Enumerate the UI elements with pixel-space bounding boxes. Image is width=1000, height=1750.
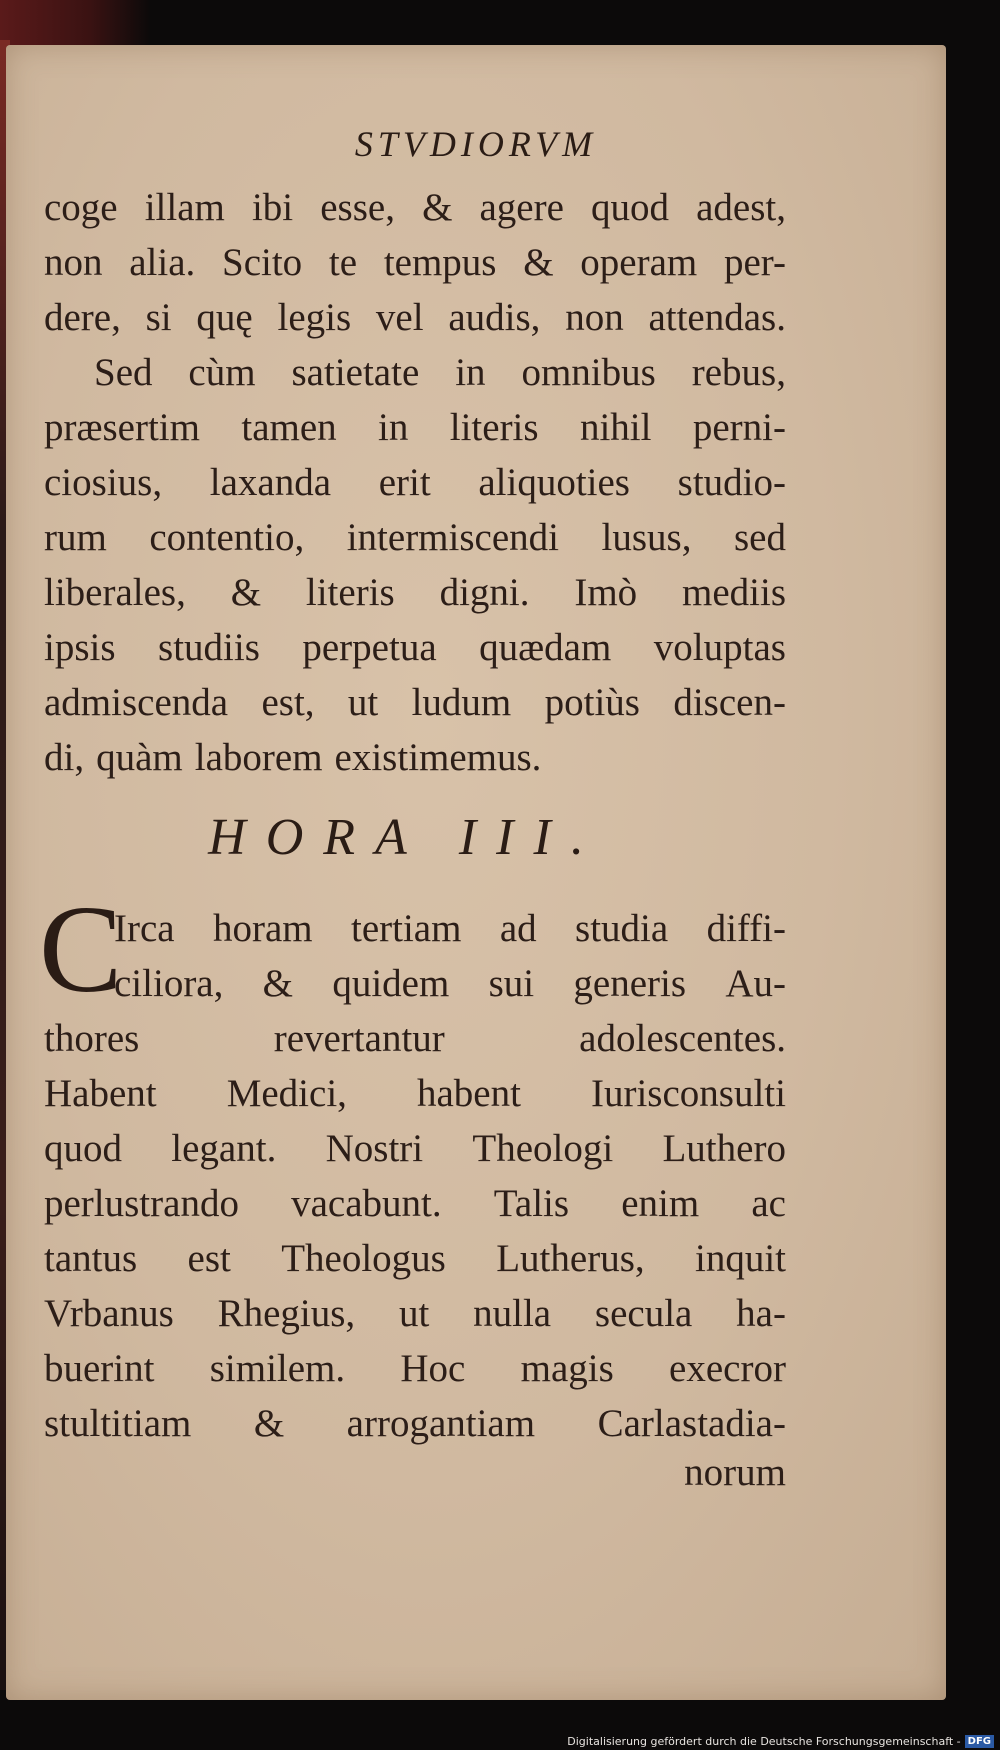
running-header: STVDIORVM: [354, 124, 598, 164]
book-page: [6, 45, 946, 1700]
word: literis: [305, 571, 395, 614]
word: enim: [621, 1182, 700, 1225]
word: studia: [575, 907, 669, 950]
text-line: [44, 956, 786, 1011]
word: vel: [375, 296, 424, 339]
text-line: [44, 1176, 786, 1231]
word: operam: [580, 241, 698, 284]
word: aliquoties: [478, 461, 630, 504]
word: di,: [44, 736, 85, 779]
word: quædam: [479, 626, 612, 669]
word: in: [378, 406, 409, 449]
word: thores: [44, 1017, 140, 1060]
word: &: [253, 1402, 285, 1445]
word: revertantur: [273, 1017, 445, 1060]
paragraph-block-2: [44, 901, 786, 1451]
word: Medici,: [226, 1072, 347, 1115]
word: agere: [479, 186, 564, 229]
word: adest,: [696, 186, 786, 229]
word: sed: [733, 516, 786, 559]
word: liberales,: [44, 571, 186, 614]
word: tantus: [44, 1237, 138, 1280]
text-line: [44, 675, 786, 730]
word: præsertim: [44, 406, 200, 449]
word: quàm: [96, 736, 183, 779]
word: inquit: [694, 1237, 786, 1280]
word: digni.: [439, 571, 530, 614]
paragraph-block-1: [44, 180, 786, 785]
word: te: [328, 241, 358, 284]
word: buerint: [44, 1347, 155, 1390]
digitization-footer: [567, 1735, 994, 1748]
word: Rhegius,: [217, 1292, 356, 1335]
word: perpetua: [302, 626, 437, 669]
text-line: [44, 235, 786, 290]
word: est: [187, 1237, 231, 1280]
text-line: [44, 620, 786, 675]
word: lusus,: [601, 516, 692, 559]
word: Lutherus,: [496, 1237, 645, 1280]
word: contentio,: [149, 516, 305, 559]
word: habent: [416, 1072, 521, 1115]
word: adolescentes.: [579, 1017, 786, 1060]
dfg-logo: DFG: [965, 1735, 994, 1748]
word: Imò: [574, 571, 638, 614]
text-line: [44, 180, 786, 235]
word: in: [455, 351, 486, 394]
word: illam: [144, 186, 225, 229]
word: Au-: [725, 962, 786, 1005]
text-line: [44, 345, 786, 400]
word: dere,: [44, 296, 121, 339]
word: coge: [44, 186, 118, 229]
word: ha-: [736, 1292, 786, 1335]
word: diffi-: [706, 907, 786, 950]
footer-text: Digitalisierung gefördert durch die Deutsche Forschungsgemeinschaft -: [567, 1735, 961, 1748]
word: Theologus: [281, 1237, 446, 1280]
text-line: [44, 1066, 786, 1121]
word: tamen: [241, 406, 337, 449]
word: voluptas: [653, 626, 786, 669]
word: si: [145, 296, 172, 339]
word: Hoc: [400, 1347, 466, 1390]
word: ciliora,: [114, 962, 224, 1005]
text-line: [44, 901, 786, 956]
word: &: [262, 962, 294, 1005]
word: &: [523, 241, 554, 284]
word: non: [44, 241, 103, 284]
text-line: [44, 1396, 786, 1451]
text-line: [44, 400, 786, 455]
word: legis: [277, 296, 352, 339]
word: rum: [44, 516, 107, 559]
word: stultitiam: [44, 1402, 192, 1445]
word: literis: [449, 406, 539, 449]
drop-capital: C: [39, 881, 123, 1019]
word: studiis: [158, 626, 260, 669]
text-line: [44, 1341, 786, 1396]
text-line: [44, 1121, 786, 1176]
word: ut: [347, 681, 379, 724]
section-heading: HORA III.: [208, 809, 604, 866]
text-line: [44, 565, 786, 620]
word: Sed: [94, 351, 153, 394]
word: nihil: [579, 406, 652, 449]
word: per-: [723, 241, 786, 284]
word: &: [422, 186, 453, 229]
word: &: [230, 571, 262, 614]
word: Vrbanus: [44, 1292, 174, 1335]
word: laborem: [194, 736, 323, 779]
word: magis: [520, 1347, 614, 1390]
word: Habent: [44, 1072, 157, 1115]
text-line: [44, 290, 786, 345]
word: alia.: [129, 241, 196, 284]
word: ludum: [411, 681, 512, 724]
word: Iurisconsulti: [591, 1072, 786, 1115]
word: tertiam: [351, 907, 462, 950]
text-line: [44, 1286, 786, 1341]
word: intermiscendi: [346, 516, 559, 559]
word: secula: [594, 1292, 693, 1335]
word: Luthero: [662, 1127, 786, 1170]
word: audis,: [448, 296, 541, 339]
word: omnibus: [521, 351, 656, 394]
word: legant.: [171, 1127, 277, 1170]
word: arrogantiam: [346, 1402, 536, 1445]
word: quę: [196, 296, 253, 339]
word: Irca: [114, 907, 175, 950]
word: Talis: [493, 1182, 570, 1225]
word: perni-: [692, 406, 786, 449]
word: horam: [212, 907, 313, 950]
word: erit: [378, 461, 431, 504]
word: Nostri: [325, 1127, 424, 1170]
word: esse,: [320, 186, 395, 229]
word: quidem: [332, 962, 450, 1005]
word: laxanda: [209, 461, 332, 504]
word: ac: [751, 1182, 786, 1225]
word: studio-: [677, 461, 786, 504]
word: similem.: [209, 1347, 346, 1390]
text-line: [44, 1231, 786, 1286]
word: nulla: [473, 1292, 552, 1335]
word: satietate: [291, 351, 420, 394]
word: Scito: [222, 241, 303, 284]
word: discen-: [673, 681, 786, 724]
word: Theologi: [472, 1127, 614, 1170]
text-line: [44, 455, 786, 510]
word: quod: [44, 1127, 122, 1170]
text-line: [44, 730, 786, 785]
word: ut: [398, 1292, 430, 1335]
word: sui: [488, 962, 535, 1005]
word: perlustrando: [44, 1182, 239, 1225]
word: ad: [499, 907, 537, 950]
word: cùm: [188, 351, 256, 394]
word: quod: [591, 186, 670, 229]
word: est,: [261, 681, 315, 724]
word: vacabunt.: [291, 1182, 442, 1225]
word: attendas.: [648, 296, 786, 339]
word: ipsis: [44, 626, 116, 669]
word: tempus: [383, 241, 497, 284]
word: potiùs: [544, 681, 640, 724]
word: Carlastadia-: [597, 1402, 786, 1445]
book-edge: [0, 0, 150, 48]
word: ciosius,: [44, 461, 163, 504]
text-line: [44, 1011, 786, 1066]
word: generis: [573, 962, 687, 1005]
word: mediis: [682, 571, 786, 614]
text-line: [44, 510, 786, 565]
catchword: norum: [684, 1451, 786, 1494]
word: admiscenda: [44, 681, 229, 724]
word: execror: [669, 1347, 786, 1390]
word: existimemus.: [334, 736, 542, 779]
word: ibi: [251, 186, 294, 229]
word: non: [565, 296, 624, 339]
word: rebus,: [691, 351, 786, 394]
